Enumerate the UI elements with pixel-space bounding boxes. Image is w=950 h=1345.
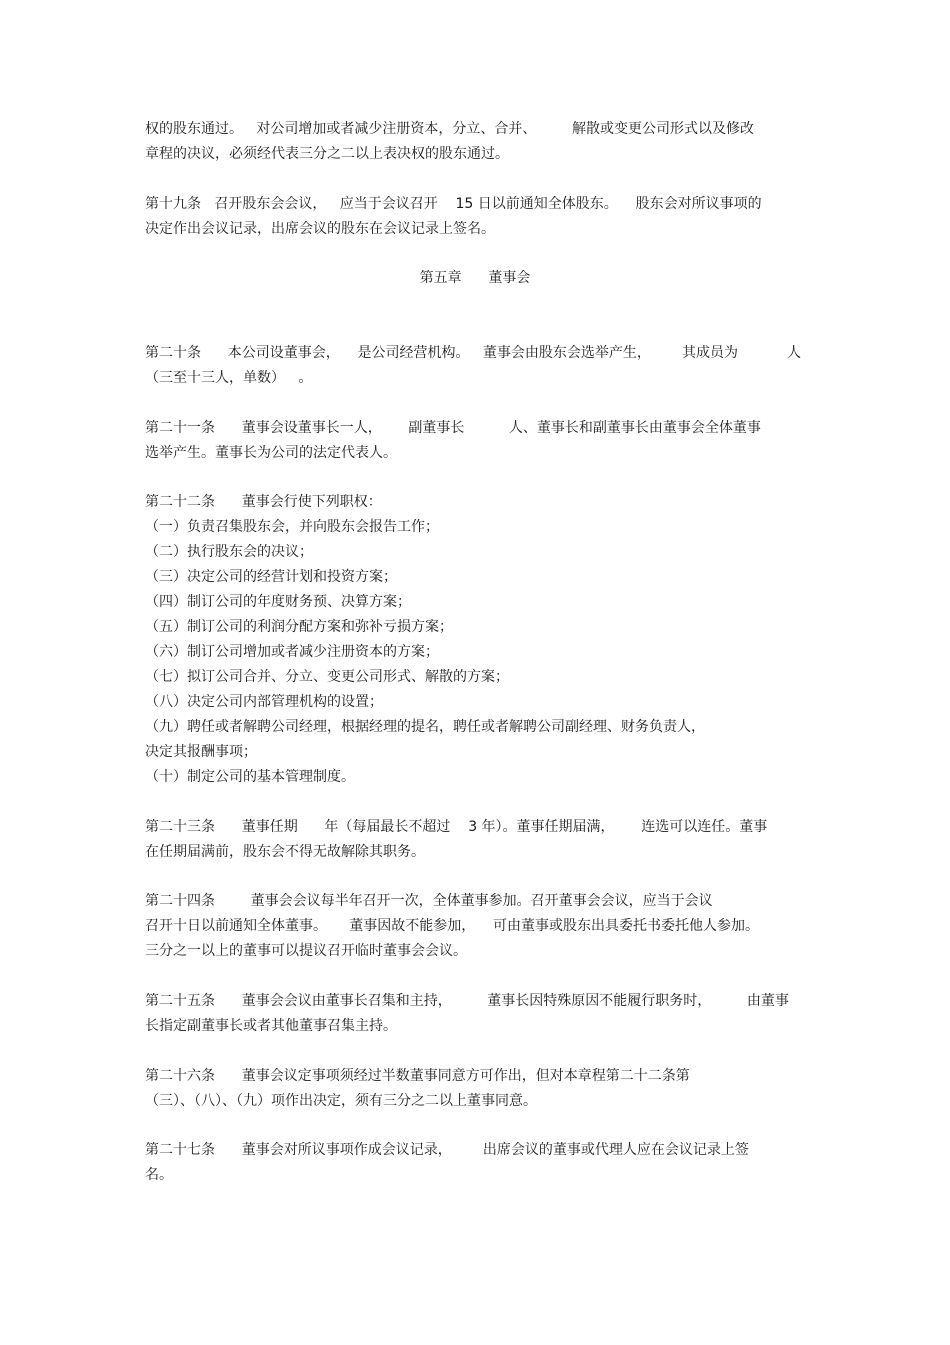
text-line: 决定作出会议记录，出席会议的股东在会议记录上签名。 xyxy=(145,221,495,237)
list-item: （三）决定公司的经营计划和投资方案； xyxy=(145,569,397,585)
text-line: 名。 xyxy=(145,1167,173,1183)
text-line: 第二十三条 董事任期 年（每届最长不超过 3 年）。董事任期届满， 连选可以连任。董事 xyxy=(145,819,768,835)
text-line: （三）、（八）、（九）项作出决定，须有三分之二以上董事同意。 xyxy=(145,1093,537,1109)
list-item: （八）决定公司内部管理机构的设置； xyxy=(145,694,383,710)
text-line: 决定其报酬事项； xyxy=(145,744,257,760)
text-line: 权的股东通过。 对公司增加或者减少注册资本，分立、合并、 解散或变更公司形式以及修改 xyxy=(145,121,754,137)
text-line: 第二十五条 董事会会议由董事长召集和主持， 董事长因特殊原因不能履行职务时， 由董事 xyxy=(145,993,789,1009)
list-item: （七）拟订公司合并、分立、变更公司形式、解散的方案； xyxy=(145,669,509,685)
list-item: （四）制订公司的年度财务预、决算方案； xyxy=(145,594,411,610)
text-line: 第二十一条 董事会设董事长一人， 副董事长 人、董事长和副董事长由董事会全体董事 xyxy=(145,420,761,436)
list-item: （十）制定公司的基本管理制度。 xyxy=(145,769,355,785)
text-line: 第二十二条 董事会行使下列职权： xyxy=(145,494,382,510)
text-line: 章程的决议，必须经代表三分之二以上表决权的股东通过。 xyxy=(145,146,509,162)
text-line: 选举产生。董事长为公司的法定代表人。 xyxy=(145,445,397,461)
text-line: 第二十条 本公司设董事会， 是公司经营机构。 董事会由股东会选举产生， 其成员为 人 xyxy=(145,345,801,361)
list-item: （五）制订公司的利润分配方案和弥补亏损方案； xyxy=(145,619,453,635)
list-item: （一）负责召集股东会，并向股东会报告工作； xyxy=(145,519,439,535)
text-line: 三分之一以上的董事可以提议召开临时董事会会议。 xyxy=(145,943,467,959)
list-item: （二）执行股东会的决议； xyxy=(145,544,313,560)
text-line: 第十九条 召开股东会会议， 应当于会议召开 15 日以前通知全体股东。 股东会对所议事项的 xyxy=(145,196,762,212)
text-line: 第二十六条 董事会议定事项须经过半数董事同意方可作出，但对本章程第二十二条第 xyxy=(145,1068,690,1084)
list-item: （六）制订公司增加或者减少注册资本的方案； xyxy=(145,644,439,660)
text-line: 第二十七条 董事会对所议事项作成会议记录， 出席会议的董事或代理人应在会议记录上签 xyxy=(145,1142,749,1158)
chapter-heading: 第五章 董事会 xyxy=(419,270,531,286)
text-line: （三至十三人，单数） 。 xyxy=(145,370,313,386)
text-line: 第二十四条 董事会会议每半年召开一次，全体董事参加。召开董事会会议，应当于会议 xyxy=(145,893,713,909)
text-line: 在任期届满前，股东会不得无故解除其职务。 xyxy=(145,844,425,860)
text-line: 召开十日以前通知全体董事。 董事因故不能参加， 可由董事或股东出具委托书委托他人参加。 xyxy=(145,918,760,934)
text-line: 长指定副董事长或者其他董事召集主持。 xyxy=(145,1018,397,1034)
list-item: （九）聘任或者解聘公司经理，根据经理的提名，聘任或者解聘公司副经理、财务负责人， xyxy=(145,719,705,735)
